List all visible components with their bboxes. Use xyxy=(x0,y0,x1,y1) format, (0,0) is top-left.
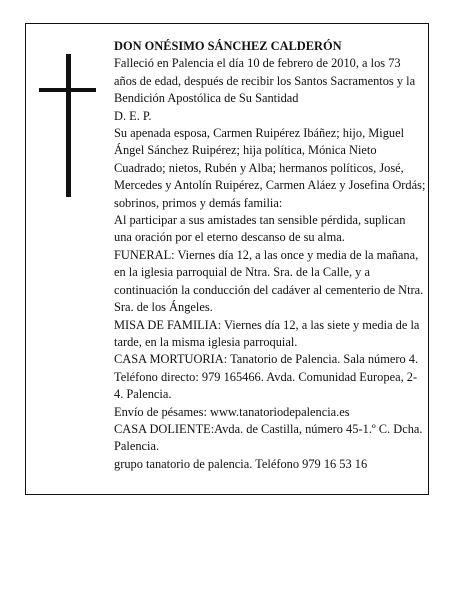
prayer-request: Al participar a sus amistades tan sensible pérdida, suplican una oración por el eterno descanso de su alma. xyxy=(114,213,406,245)
obituary-notice xyxy=(25,23,429,495)
family-mass-info: MISA DE FAMILIA: Viernes día 12, a las siete y media de la tarde, en la misma iglesia parroquial. xyxy=(114,317,420,349)
mortuary-info: CASA MORTUORIA: Tanatorio de Palencia. Sala número 4. Teléfono directo: 979 165466. Avda. Comunidad Europea, 2-4. Palencia. xyxy=(114,352,419,402)
mourning-house-info: CASA DOLIENTE:Avda. de Castilla, número 45-1.º C. Dcha. Palencia. xyxy=(114,421,423,454)
obituary-text xyxy=(114,38,426,473)
condolences-info: Envío de pésames: www.tanatoriodepalencia.es xyxy=(114,404,350,419)
deceased-name: DON ONÉSIMO SÁNCHEZ CALDERÓN xyxy=(114,39,342,53)
footer-text: grupo tanatorio de palencia. Teléfono 979 16 53 16 xyxy=(114,456,368,471)
rip-text: D. E. P. xyxy=(114,108,152,123)
cross-icon-horizontal xyxy=(39,88,96,92)
funeral-info: FUNERAL: Viernes día 12, a las once y media de la mañana, en la iglesia parroquial de Ntra. Sra. de la Calle, y a continuación la conducción del cadáver al cementerio de Ntra. Sra. de los Ángeles. xyxy=(114,247,424,315)
death-info: Falleció en Palencia el día 10 de febrero de 2010, a los 73 años de edad, después de recibir los Santos Sacramentos y la Bendición Apostólica de Su Santidad xyxy=(114,56,416,106)
family-list: Su apenada esposa, Carmen Ruipérez Ibáñez; hijo, Miguel Ángel Sánchez Ruipérez; hija política, Mónica Nieto Cuadrado; nietos, Rubén y Alba; hermanos políticos, José, Mercedes y Antolín Ruipérez, Carmen Aláez y Josefina Ordás; sobrinos, primos y demás familia: xyxy=(114,126,426,210)
cross-icon-vertical xyxy=(66,54,71,197)
